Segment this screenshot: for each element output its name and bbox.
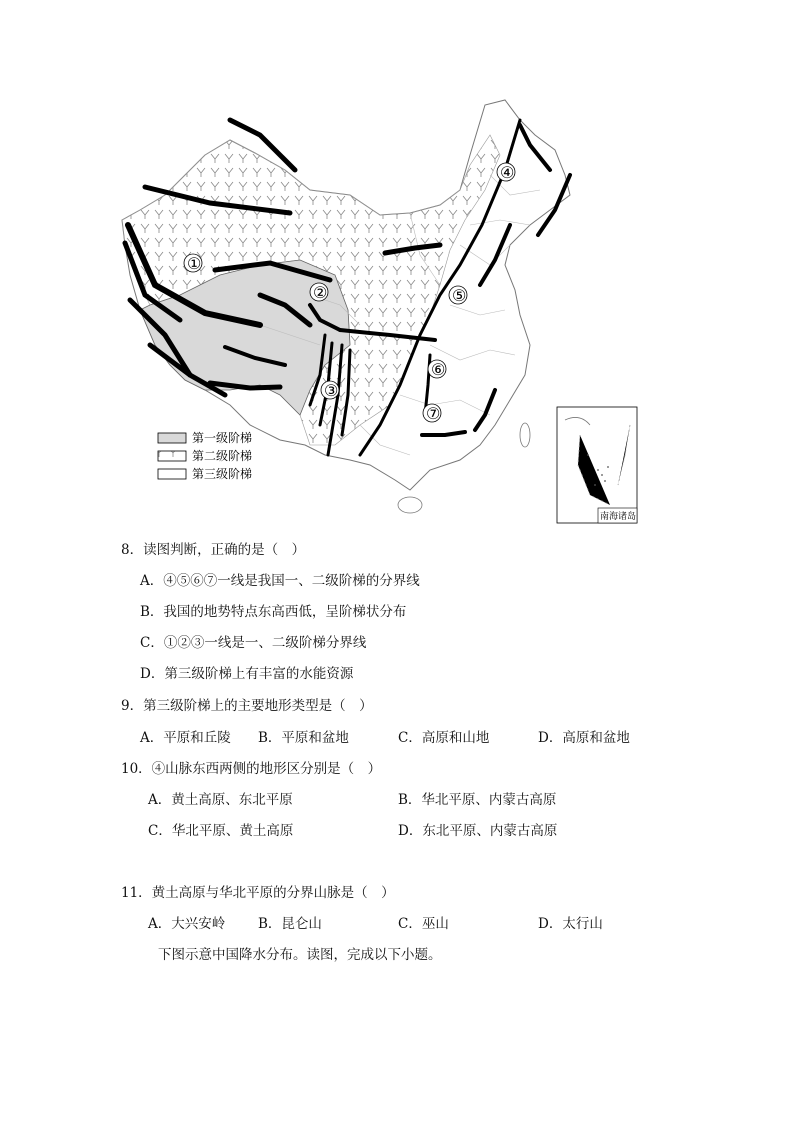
next-section-intro: 下图示意中国降水分布。读图，完成以下小题。 [158,947,442,963]
question-9-option-c: C．高原和山地 [398,730,490,746]
legend-label-first-step: 第一级阶梯 [192,431,253,445]
question-11-stem: 11．黄土高原与华北平原的分界山脉是（ ） [121,885,395,901]
question-9-option-b: B．平原和盆地 [258,730,349,746]
question-11-option-b: B．昆仑山 [258,916,322,932]
south-china-sea-inset [557,407,637,523]
question-10-option-d: D．东北平原、内蒙古高原 [398,823,558,839]
hainan-island [398,497,422,513]
question-10-option-b: B．华北平原、内蒙古高原 [398,792,557,808]
question-8-stem: 8．读图判断，正确的是（ ） [121,542,306,558]
question-8-option-b: B．我国的地势特点东高西低，呈阶梯状分布 [140,604,407,620]
marker-7: ⑦ [426,404,441,423]
china-terrain-map [110,95,645,530]
legend-label-second-step: 第二级阶梯 [192,449,253,463]
inset-label: 南海诸岛 [600,512,637,522]
question-10-option-a: A．黄土高原、东北平原 [148,792,293,808]
question-9-option-d: D．高原和盆地 [538,730,630,746]
question-9-stem: 9．第三级阶梯上的主要地形类型是（ ） [121,698,373,714]
map-legend [158,430,252,481]
question-8-option-d: D．第三级阶梯上有丰富的水能资源 [140,666,354,682]
legend-swatch-second-step [158,451,186,461]
question-11-option-c: C．巫山 [398,916,449,932]
marker-4: ④ [500,163,515,182]
legend-label-third-step: 第三级阶梯 [192,467,253,481]
marker-3: ③ [324,381,339,400]
legend-swatch-third-step [158,469,186,479]
marker-6: ⑥ [431,360,446,379]
question-8-option-a: A．④⑤⑥⑦一线是我国一、二级阶梯的分界线 [140,573,420,589]
question-10-stem: 10．④山脉东西两侧的地形区分别是（ ） [121,761,382,777]
question-11-option-d: D．太行山 [538,916,603,932]
question-11-option-a: A．大兴安岭 [148,916,226,932]
question-10-option-c: C．华北平原、黄土高原 [148,823,294,839]
taiwan-island [520,423,530,447]
marker-5: ⑤ [452,286,467,305]
question-9-option-a: A．平原和丘陵 [140,730,231,746]
marker-2: ② [313,283,328,302]
marker-1: ① [187,254,202,273]
legend-swatch-first-step [158,433,186,443]
question-8-option-c: C．①②③一线是一、二级阶梯分界线 [140,635,367,651]
